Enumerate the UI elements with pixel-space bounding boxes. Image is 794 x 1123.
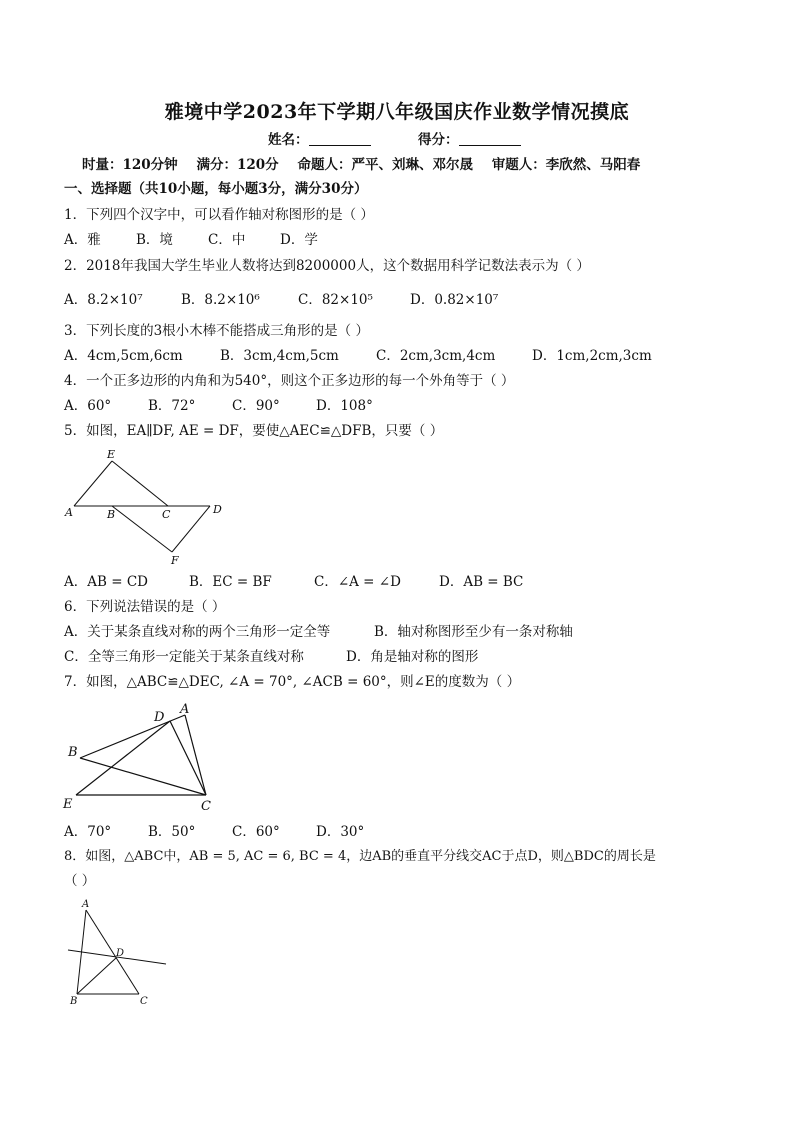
q7-label-a: A: [180, 702, 190, 717]
q6-option-b: B．轴对称图形至少有一条对称轴: [374, 624, 573, 640]
q7-seg-ac: [185, 715, 206, 795]
q5-label-a: A: [65, 506, 73, 519]
q8-label-c: C: [140, 996, 148, 1007]
question-8-stem-cont: （ ）: [64, 873, 96, 889]
q5-label-b: B: [107, 508, 116, 521]
name-label: 姓名：: [268, 132, 309, 148]
q7-figure: [58, 698, 228, 822]
q3-option-a: A．4cm,5cm,6cm: [64, 348, 183, 364]
q8-seg-ac: [86, 910, 139, 994]
q6-option-c: C．全等三角形一定能关于某条直线对称: [64, 649, 304, 665]
exam-meta: 时量：120分钟 满分：120分 命题人：严平、刘琳、邓尔晟 审题人：李欣然、马阳春: [82, 157, 641, 173]
q8-label-a: A: [82, 899, 90, 910]
q8-figure: [60, 897, 175, 1013]
question-3-options: [64, 346, 652, 366]
q5-label-e: E: [107, 448, 116, 461]
q7-seg-ba: [80, 715, 185, 758]
q8-seg-bd: [77, 958, 116, 994]
q5-seg-ec: [112, 461, 168, 506]
q7-option-d: D．30°: [316, 824, 365, 840]
question-1-options: [64, 230, 318, 250]
q2-option-a: A．8.2×10⁷: [64, 292, 143, 308]
question-5-options: [64, 572, 523, 592]
q8-label-b: B: [70, 996, 78, 1007]
q5-seg-df: [172, 506, 210, 552]
section-heading: 一、选择题（共10小题，每小题3分，满分30分）: [64, 181, 368, 197]
q5-option-d: D．AB = BC: [439, 574, 524, 590]
q4-option-b: B．72°: [148, 398, 196, 414]
q7-seg-ed: [76, 721, 170, 795]
question-1-stem: 1．下列四个汉字中，可以看作轴对称图形的是（ ）: [64, 207, 374, 223]
q2-option-c: C．82×10⁵: [298, 292, 373, 308]
q1-option-d: D．学: [280, 232, 318, 248]
q5-option-c: C．∠A = ∠D: [314, 574, 401, 590]
q7-label-d: D: [154, 710, 165, 725]
question-6-stem: 6．下列说法错误的是（ ）: [64, 599, 226, 615]
q4-option-d: D．108°: [316, 398, 373, 414]
score-label: 得分：: [418, 132, 459, 148]
q5-label-d: D: [213, 503, 222, 516]
q5-option-b: B．EC = BF: [189, 574, 272, 590]
q7-label-b: B: [68, 745, 78, 760]
q6-option-a: A．关于某条直线对称的两个三角形一定全等: [64, 624, 331, 640]
question-4-stem: 4．一个正多边形的内角和为540°，则这个正多边形的每一个外角等于（ ）: [64, 373, 515, 389]
question-8-stem: 8．如图，△ABC中，AB = 5, AC = 6, BC = 4，边AB的垂直平分线交AC于点D，则△BDC的周长是: [64, 849, 656, 864]
q5-figure: [60, 445, 240, 574]
q7-option-c: C．60°: [232, 824, 280, 840]
question-6-options-row1: [64, 622, 573, 642]
q7-label-c: C: [201, 799, 211, 814]
page-title: 雅境中学2023年下学期八年级国庆作业数学情况摸底: [164, 101, 630, 123]
q1-option-b: B．境: [136, 232, 173, 248]
q3-option-d: D．1cm,2cm,3cm: [532, 348, 652, 364]
q7-seg-dc: [170, 721, 206, 795]
q7-option-b: B．50°: [148, 824, 196, 840]
name-blank: [309, 131, 371, 146]
q5-seg-ae: [74, 461, 112, 506]
q4-option-a: A．60°: [64, 398, 112, 414]
q4-option-c: C．90°: [232, 398, 280, 414]
question-6-options-row2: [64, 647, 478, 667]
question-7-options: [64, 822, 364, 842]
q5-option-a: A．AB = CD: [64, 574, 148, 590]
question-2-stem: 2．2018年我国大学生毕业人数将达到8200000人，这个数据用科学记数法表示为（ ）: [64, 258, 590, 274]
score-field: [418, 130, 521, 150]
q5-label-c: C: [162, 508, 171, 521]
q5-label-f: F: [171, 554, 179, 567]
q7-label-e: E: [63, 797, 73, 812]
q3-option-c: C．2cm,3cm,4cm: [376, 348, 496, 364]
q3-option-b: B．3cm,4cm,5cm: [220, 348, 339, 364]
q2-option-d: D．0.82×10⁷: [410, 292, 499, 308]
q6-option-d: D．角是轴对称的图形: [346, 649, 479, 665]
q1-option-a: A．雅: [64, 232, 101, 248]
score-blank: [459, 131, 521, 146]
question-5-stem: 5．如图，EA∥DF, AE = DF，要使△AEC≌△DFB，只要（ ）: [64, 423, 444, 439]
name-field: [268, 130, 371, 150]
question-4-options: [64, 396, 373, 416]
q2-option-b: B．8.2×10⁶: [181, 292, 260, 308]
question-2-options: [64, 290, 498, 310]
question-3-stem: 3．下列长度的3根小木棒不能搭成三角形的是（ ）: [64, 323, 369, 339]
question-7-stem: 7．如图，△ABC≌△DEC, ∠A = 70°, ∠ACB = 60°，则∠E的度数为（ ）: [64, 674, 521, 690]
q7-option-a: A．70°: [64, 824, 112, 840]
q8-label-d: D: [116, 948, 125, 959]
q1-option-c: C．中: [208, 232, 246, 248]
